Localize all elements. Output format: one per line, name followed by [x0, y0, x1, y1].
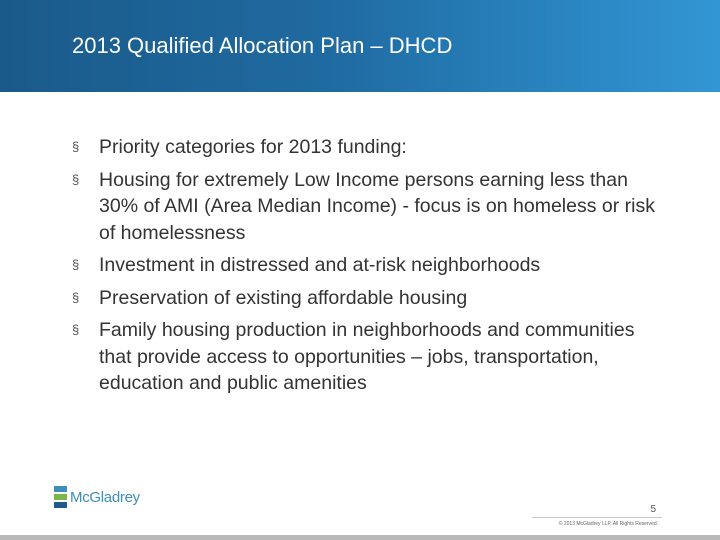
copyright-notice: © 2013 McGladrey LLP. All Rights Reserved. [558, 521, 658, 527]
bottom-border [0, 535, 720, 540]
logo-bar-navy [54, 502, 67, 508]
company-logo [54, 486, 140, 508]
bullet-list [72, 134, 672, 403]
bullet-text: Housing for extremely Low Income persons earning less than 30% of AMI (Area Median Income) - focus is on homeless or risk of homelessness [99, 168, 655, 244]
page-number: 5 [650, 504, 656, 515]
logo-mark-icon [54, 486, 67, 508]
list-item [72, 252, 672, 279]
bullet-text: Priority categories for 2013 funding: [99, 136, 407, 158]
slide-title: 2013 Qualified Allocation Plan – DHCD [72, 33, 453, 58]
footer-divider [532, 517, 662, 518]
logo-bar-green [54, 494, 67, 500]
list-item [72, 285, 672, 312]
list-item [72, 167, 672, 247]
bullet-marker: § [72, 257, 80, 272]
logo-bar-blue [54, 486, 67, 492]
list-item [72, 317, 672, 397]
list-item [72, 134, 672, 161]
bullet-text: Preservation of existing affordable housing [99, 286, 468, 309]
bullet-marker: § [72, 139, 80, 154]
bullet-text: Investment in distressed and at-risk neighborhoods [99, 254, 541, 276]
bullet-text: Family housing production in neighborhoods and communities that provide access to opportunities – jobs, transportation, education and public amenities [99, 319, 635, 394]
bullet-marker: § [72, 171, 80, 187]
logo-text: McGladrey [70, 488, 140, 506]
bullet-marker: § [72, 289, 80, 305]
bullet-marker: § [72, 322, 80, 337]
